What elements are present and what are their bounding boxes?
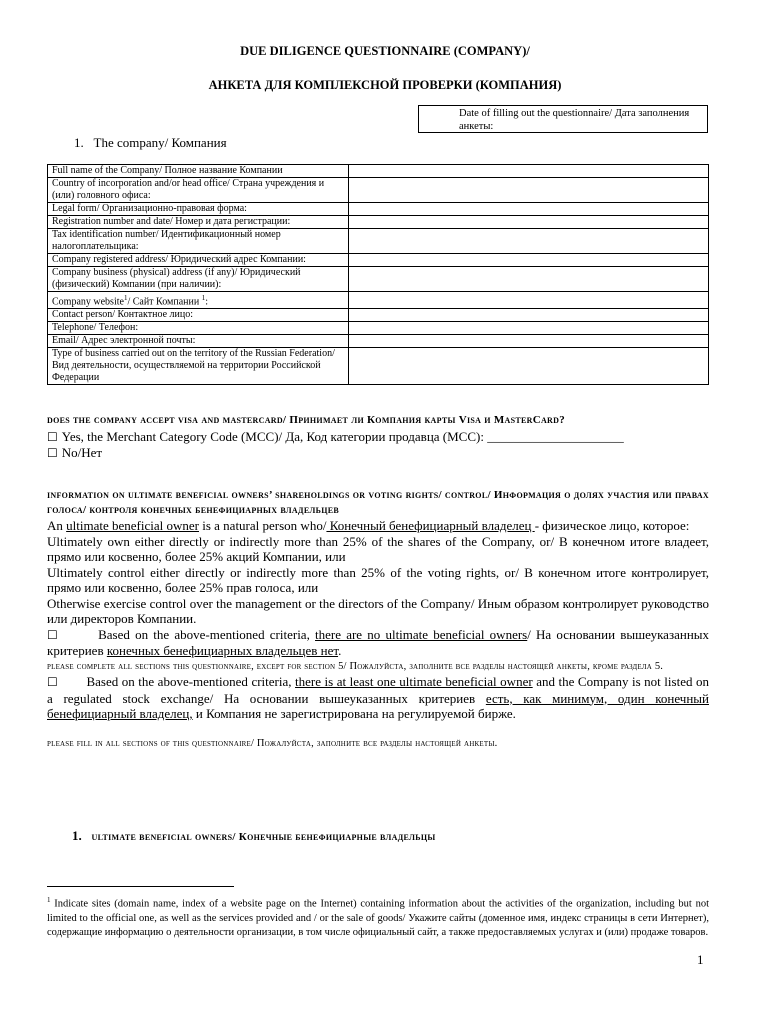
footnote-divider bbox=[47, 886, 234, 887]
criteria-line-3: Otherwise exercise control over the management or the directors of the Company/ Иным образом контролирует руководство или директоров Компании. bbox=[47, 595, 709, 626]
text: An bbox=[47, 518, 67, 533]
section-title: The company/ Компания bbox=[93, 135, 227, 150]
text: конечных бенефициарных владельцев нет bbox=[106, 643, 339, 658]
website-label: Company website bbox=[52, 296, 124, 308]
date-filled-label: Date of filling out the questionnaire/ Дата заполнения анкеты: bbox=[459, 108, 690, 132]
row-value-cell[interactable] bbox=[349, 309, 709, 322]
text: Based on the above-mentioned criteria, bbox=[86, 674, 296, 689]
text: есть, как минимум, один конечный бенефициарный владелец, bbox=[47, 690, 709, 721]
footnote-ref: 1 bbox=[201, 294, 206, 302]
table-row bbox=[48, 229, 709, 254]
footnote-ref: 1 bbox=[123, 294, 128, 302]
footnote-marker: 1 bbox=[47, 896, 51, 904]
row-value-cell[interactable] bbox=[349, 229, 709, 254]
text: is a natural person who/ bbox=[198, 518, 327, 533]
visa-yes-option[interactable] bbox=[47, 429, 709, 446]
row-label: Legal form/ Организационно-правовая форма: bbox=[48, 203, 349, 216]
row-label-website bbox=[48, 292, 349, 309]
section-title: ultimate beneficial owners/ Конечные бенефициарные владельцы bbox=[91, 831, 436, 843]
row-value-cell[interactable] bbox=[349, 165, 709, 178]
row-value-cell[interactable] bbox=[349, 178, 709, 203]
table-row bbox=[48, 178, 709, 203]
company-info-table bbox=[47, 164, 709, 385]
criteria-line-1: Ultimately own either directly or indirectly more than 25% of the shares of the Company, or/ В конечном итоге владеет, прямо или косвенно, более 25% акций Компании, или bbox=[47, 533, 709, 564]
text: и Компания не зарегистрирована на регулируемой бирже. bbox=[192, 706, 516, 721]
row-label: Contact person/ Контактное лицо: bbox=[48, 309, 349, 322]
section-number: 1. bbox=[72, 828, 82, 843]
row-label: Full name of the Company/ Полное название Компании bbox=[48, 165, 349, 178]
row-value-cell[interactable] bbox=[349, 267, 709, 292]
colon: : bbox=[205, 296, 208, 308]
table-row bbox=[48, 203, 709, 216]
fill-all-note: please fill in all sections of this questionnaire/ Пожалуйста, заполните все разделы настоящей анкеты. bbox=[47, 737, 498, 749]
visa-no-option[interactable] bbox=[47, 445, 709, 462]
visa-mastercard-question bbox=[47, 413, 709, 462]
criteria-line-2: Ultimately control either directly or indirectly more than 25% of the voting rights, or/ В конечном итоге контролирует, прямо или косвенно, более 25% прав голоса, или bbox=[47, 564, 709, 595]
document-title-en: DUE DILIGENCE QUESTIONNAIRE (COMPANY)/ bbox=[240, 44, 530, 58]
text: there is at least one ultimate beneficial owner bbox=[295, 674, 533, 689]
visa-no-label: No/Нет bbox=[61, 445, 103, 460]
document-title-ru: АНКЕТА ДЛЯ КОМПЛЕКСНОЙ ПРОВЕРКИ (КОМПАНИЯ) bbox=[208, 78, 562, 92]
visa-question-text: does the company accept visa and mastercard/ Принимает ли Компания карты Visa и MasterCard? bbox=[47, 414, 565, 426]
text: . bbox=[338, 643, 342, 658]
table-row bbox=[48, 335, 709, 348]
table-row bbox=[48, 309, 709, 322]
text: there are no ultimate beneficial owners bbox=[315, 626, 528, 642]
has-ubo-option[interactable] bbox=[47, 674, 709, 722]
text: Based on the above-mentioned criteria, bbox=[98, 626, 316, 642]
row-label: Type of business carried out on the territory of the Russian Federation/ Вид деятельности, осуществляемой на территории Российской Федерации bbox=[48, 348, 349, 385]
footnote-text: Indicate sites (domain name, index of a website page on the Internet) containing information about the activities of the organization, including but not limited to the official one, as well as the services provided and / or the sale of goods/ Укажите сайты (доменное имя, индекс страницы в сети Интернет), содержащие информацию о деятельности организации, в том числе официальный сайт, а также предоставляемых услугах и (или) продаже товаров. bbox=[47, 898, 709, 938]
row-value-cell[interactable] bbox=[349, 348, 709, 385]
row-label: Country of incorporation and/or head office/ Страна учреждения и (или) головного офиса: bbox=[48, 178, 349, 203]
row-value-cell[interactable] bbox=[349, 203, 709, 216]
visa-yes-label: Yes, the Merchant Category Code (MCC)/ Да, Код категории продавца (MCC): _____________________ bbox=[61, 428, 624, 444]
date-filled-field[interactable] bbox=[418, 105, 708, 133]
row-label: Registration number and date/ Номер и дата регистрации: bbox=[48, 216, 349, 229]
row-value-cell[interactable] bbox=[349, 254, 709, 267]
section-company-heading bbox=[74, 135, 227, 151]
row-label: Company business (physical) address (if any)/ Юридический (физический) Компании (при наличии): bbox=[48, 267, 349, 292]
text: and the Company is not listed on a regulated stock exchange/ На основании вышеуказанных критериев bbox=[47, 674, 710, 706]
table-row bbox=[48, 267, 709, 292]
text: Конечный бенефициарный владелец bbox=[326, 518, 535, 533]
table-row bbox=[48, 348, 709, 385]
row-value-cell[interactable] bbox=[349, 322, 709, 335]
section-number: 1. bbox=[74, 135, 84, 150]
table-row bbox=[48, 322, 709, 335]
ubo-info-heading: information on ultimate beneficial owners’ shareholdings or voting rights/ control/ Информация о долях участия или правах голоса/ контроля конечных бенефициарных владельцев bbox=[47, 489, 709, 516]
row-value-cell[interactable] bbox=[349, 335, 709, 348]
text: ultimate beneficial owner bbox=[66, 518, 199, 533]
checkbox-icon[interactable]: ☐ bbox=[47, 675, 58, 689]
website-label-ru: / Сайт Компании bbox=[127, 296, 200, 308]
table-row bbox=[48, 254, 709, 267]
ubo-info-section bbox=[47, 488, 709, 751]
checkbox-icon[interactable]: ☐ bbox=[47, 627, 58, 642]
ubo-definition bbox=[47, 518, 709, 534]
table-row bbox=[48, 216, 709, 229]
row-label: Company registered address/ Юридический адрес Компании: bbox=[48, 254, 349, 267]
no-ubo-option[interactable] bbox=[47, 627, 709, 659]
row-label: Tax identification number/ Идентификационный номер налогоплательщика: bbox=[48, 229, 349, 254]
row-label: Email/ Адрес электронной почты: bbox=[48, 335, 349, 348]
row-value-cell[interactable] bbox=[349, 216, 709, 229]
footnote bbox=[47, 893, 709, 940]
ubo-section-heading bbox=[72, 828, 712, 846]
row-value-cell[interactable] bbox=[349, 292, 709, 309]
table-row bbox=[48, 292, 709, 309]
no-ubo-note: please complete all sections this questionnaire, except for section 5/ Пожалуйста, заполните все разделы настоящей анкеты, кроме раздела 5. bbox=[47, 660, 664, 672]
page-number: 1 bbox=[697, 952, 704, 967]
checkbox-icon[interactable]: ☐ bbox=[47, 446, 58, 460]
row-label: Telephone/ Телефон: bbox=[48, 322, 349, 335]
table-row bbox=[48, 165, 709, 178]
checkbox-icon[interactable]: ☐ bbox=[47, 429, 58, 444]
text: - физическое лицо, которое: bbox=[534, 518, 690, 533]
text: / На основании вышеуказанных критериев bbox=[47, 626, 710, 658]
